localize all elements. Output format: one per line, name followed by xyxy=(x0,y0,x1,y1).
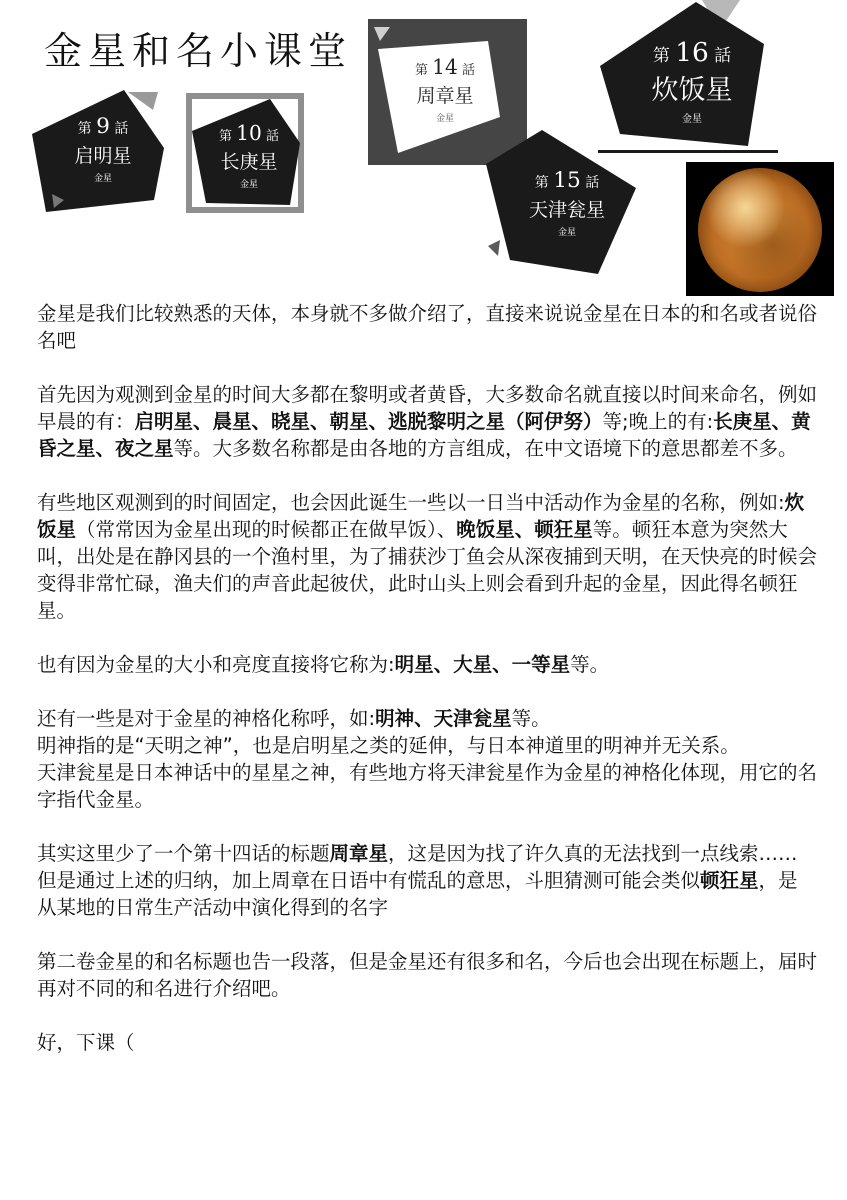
episode-card-10 xyxy=(186,93,306,215)
paragraph-5-myojin: 明神指的是“天明之神”，也是启明星之类的延伸，与日本神道里的明神并无关系。 xyxy=(37,734,740,757)
paragraph-6: 其实这里少了一个第十四话的标题周章星，这是因为找了许久真的无法找到一点线索……但是通过上述的归纳，加上周章在日语中有慌乱的意思，斗胆猜测可能会类似顿狂星，是从某地的日常生产活动中演化得到的名字 xyxy=(37,842,798,919)
episode-card-9 xyxy=(28,88,168,218)
card-16-episode: 第 16 話 xyxy=(652,38,732,68)
card-14-episode: 第 14 話 xyxy=(415,55,475,79)
card-10-episode: 第 10 話 xyxy=(219,121,279,145)
venus-image xyxy=(686,162,834,296)
card-14-sub: 金星 xyxy=(435,114,454,124)
card-16-sub: 金星 xyxy=(682,114,702,125)
card-10-sub: 金星 xyxy=(239,180,258,190)
paragraph-4: 也有因为金星的大小和亮度直接将它称为:明星、大星、一等星等。 xyxy=(37,653,610,676)
venus-planet xyxy=(698,168,822,292)
paragraph-2: 首先因为观测到金星的时间大多都在黎明或者黄昏，大多数命名就直接以时间来命名，例如早晨的有：启明星、晨星、晓星、朝星、逃脱黎明之星（阿伊努）等;晚上的有:长庚星、黄昏之星、夜之星等。大多数名称都是由各地的方言组成，在中文语境下的意思都差不多。 xyxy=(37,383,818,460)
card-14-name: 周章星 xyxy=(416,85,474,107)
paragraph-5-amatsu: 天津瓮星是日本神话中的星星之神，有些地方将天津瓮星作为金星的神格化体现，用它的名字指代金星。 xyxy=(37,761,818,811)
card-9-sub: 金星 xyxy=(93,174,112,184)
paragraph-7: 第二卷金星的和名标题也告一段落，但是金星还有很多和名，今后也会出现在标题上，届时再对不同的和名进行介绍吧。 xyxy=(37,950,818,1000)
card-15-sub: 金星 xyxy=(557,228,576,238)
episode-card-16 xyxy=(598,0,778,158)
card-9-name: 启明星 xyxy=(74,145,132,167)
card-15-name: 天津瓮星 xyxy=(528,199,605,221)
page-title: 金星和名小课堂 xyxy=(44,29,353,73)
card-9-episode: 第 9 話 xyxy=(77,114,129,139)
article-body xyxy=(37,300,817,1083)
card-16-name: 炊饭星 xyxy=(651,75,733,106)
paragraph-1: 金星是我们比较熟悉的天体，本身就不多做介绍了，直接来说说金星在日本的和名或者说俗名吧 xyxy=(37,302,818,352)
card-15-episode: 第 15 話 xyxy=(534,168,600,193)
paragraph-5: 还有一些是对于金星的神格化称呼，如:明神、天津瓮星等。 xyxy=(37,707,551,730)
card-10-name: 长庚星 xyxy=(220,151,278,173)
paragraph-3: 有些地区观测到的时间固定，也会因此诞生一些以一日当中活动作为金星的名称，例如:炊饭星（常常因为金星出现的时候都正在做早饭）、晚饭星、顿狂星等。顿狂本意为突然大叫，出处是在静冈县的一个渔村里，为了捕获沙丁鱼会从深夜捕到天明，在天快亮的时候会变得非常忙碌，渔夫们的声音此起彼伏，此时山头上则会看到升起的金星，因此得名顿狂星。 xyxy=(37,491,818,622)
paragraph-8: 好，下课（ xyxy=(37,1031,135,1054)
